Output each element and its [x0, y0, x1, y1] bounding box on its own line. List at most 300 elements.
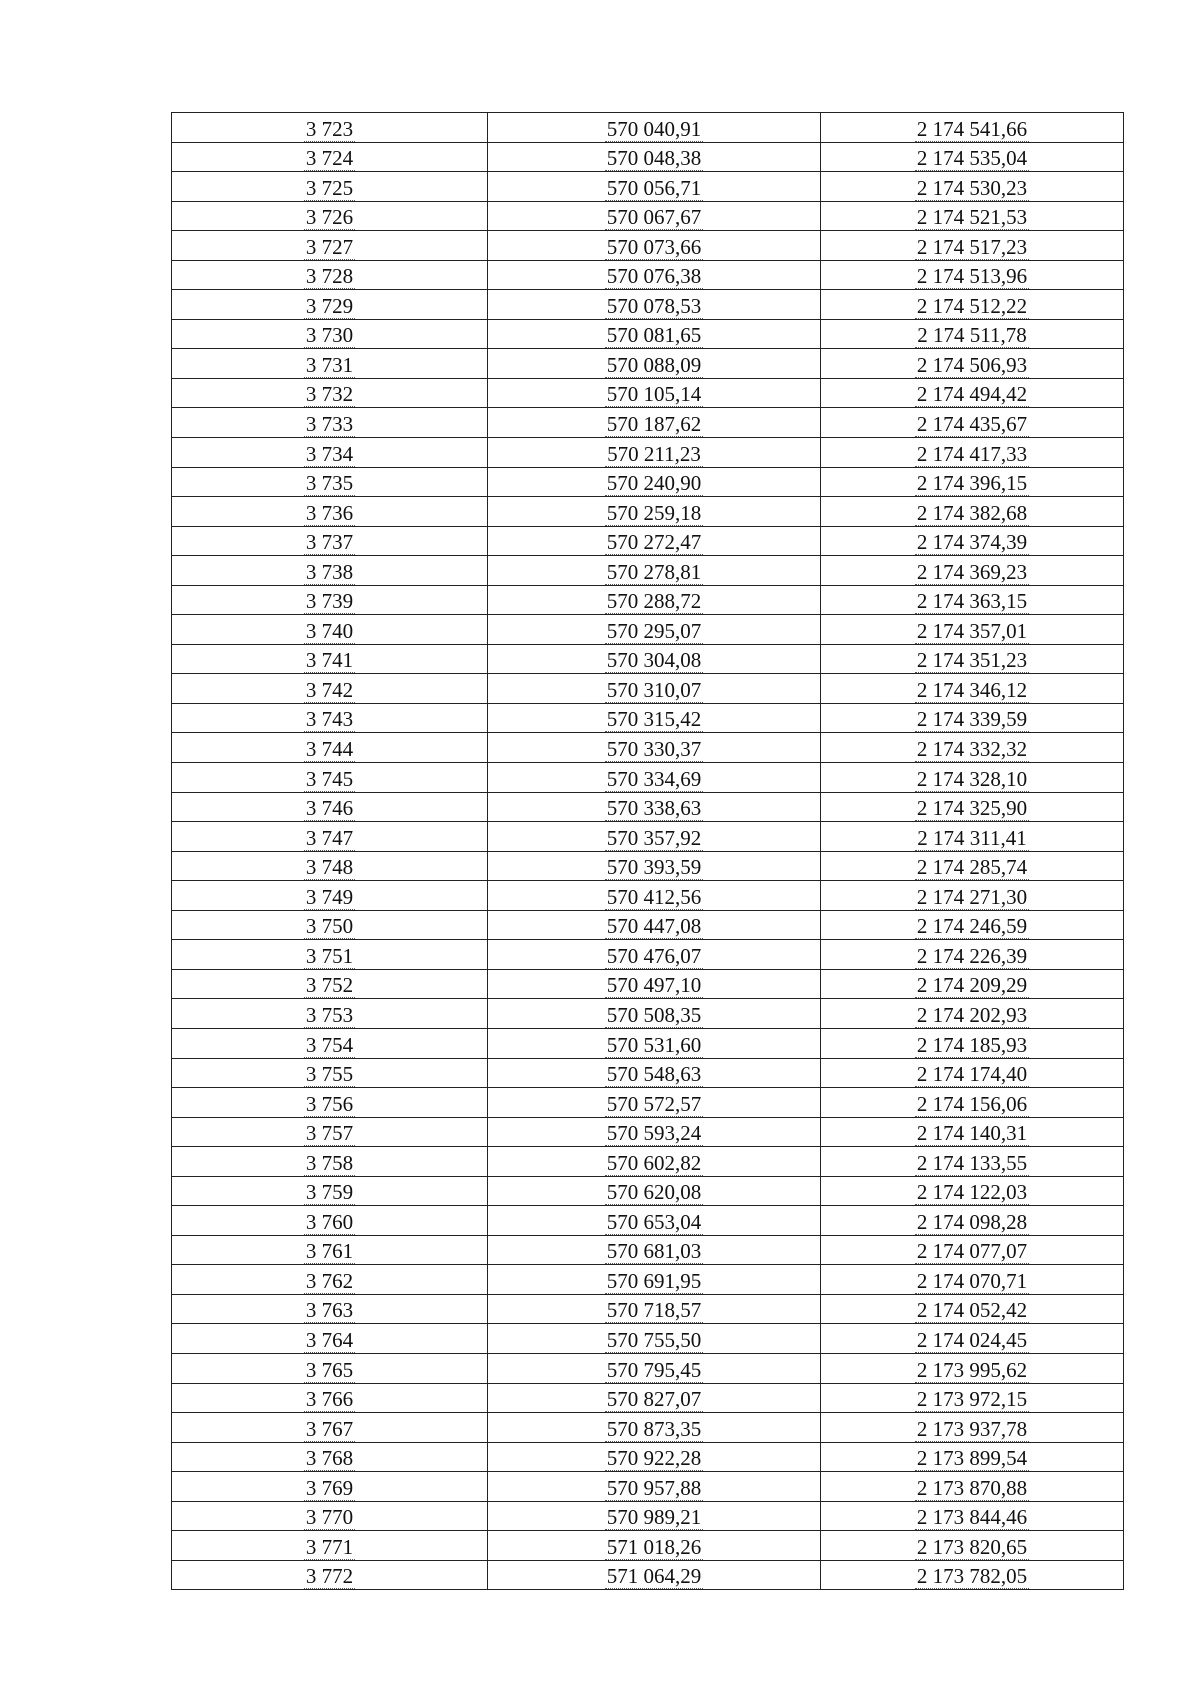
- point-number-cell: [172, 378, 488, 408]
- point-number-value: 3 733: [305, 412, 354, 437]
- point-number-cell: [172, 1472, 488, 1502]
- y-coordinate-cell: [821, 1472, 1124, 1502]
- table-row: [172, 1058, 1124, 1088]
- x-coordinate-value: 570 795,45: [606, 1357, 702, 1382]
- table-row: [172, 1028, 1124, 1058]
- table-row: [172, 378, 1124, 408]
- table-row: [172, 999, 1124, 1029]
- x-coordinate-cell: [488, 1501, 821, 1531]
- point-number-value: 3 758: [305, 1150, 354, 1175]
- y-coordinate-value: 2 174 174,40: [916, 1062, 1028, 1087]
- y-coordinate-cell: [821, 497, 1124, 527]
- point-number-value: 3 725: [305, 175, 354, 200]
- y-coordinate-value: 2 174 246,59: [916, 914, 1028, 939]
- table-row: [172, 231, 1124, 261]
- y-coordinate-value: 2 174 517,23: [916, 234, 1028, 259]
- table-row: [172, 438, 1124, 468]
- y-coordinate-cell: [821, 1058, 1124, 1088]
- table-row: [172, 1531, 1124, 1561]
- point-number-value: 3 747: [305, 825, 354, 850]
- point-number-cell: [172, 142, 488, 172]
- y-coordinate-cell: [821, 703, 1124, 733]
- x-coordinate-cell: [488, 1531, 821, 1561]
- table-row: [172, 1235, 1124, 1265]
- point-number-value: 3 749: [305, 884, 354, 909]
- point-number-value: 3 735: [305, 471, 354, 496]
- y-coordinate-cell: [821, 231, 1124, 261]
- x-coordinate-cell: [488, 1383, 821, 1413]
- point-number-cell: [172, 1324, 488, 1354]
- y-coordinate-value: 2 174 185,93: [916, 1032, 1028, 1057]
- y-coordinate-cell: [821, 1147, 1124, 1177]
- x-coordinate-cell: [488, 260, 821, 290]
- x-coordinate-cell: [488, 497, 821, 527]
- x-coordinate-value: 570 048,38: [606, 146, 702, 171]
- point-number-value: 3 746: [305, 796, 354, 821]
- y-coordinate-cell: [821, 969, 1124, 999]
- x-coordinate-cell: [488, 1147, 821, 1177]
- point-number-cell: [172, 497, 488, 527]
- x-coordinate-value: 570 476,07: [606, 943, 702, 968]
- x-coordinate-value: 570 989,21: [606, 1505, 702, 1530]
- coordinates-table: [171, 112, 1124, 1590]
- y-coordinate-cell: [821, 408, 1124, 438]
- point-number-cell: [172, 910, 488, 940]
- table-row: [172, 644, 1124, 674]
- y-coordinate-cell: [821, 644, 1124, 674]
- x-coordinate-value: 570 572,57: [606, 1091, 702, 1116]
- point-number-value: 3 763: [305, 1298, 354, 1323]
- x-coordinate-value: 570 272,47: [606, 530, 702, 555]
- point-number-value: 3 756: [305, 1091, 354, 1116]
- point-number-cell: [172, 792, 488, 822]
- x-coordinate-cell: [488, 1176, 821, 1206]
- x-coordinate-cell: [488, 1058, 821, 1088]
- x-coordinate-cell: [488, 1028, 821, 1058]
- y-coordinate-cell: [821, 1117, 1124, 1147]
- y-coordinate-cell: [821, 851, 1124, 881]
- table-row: [172, 1353, 1124, 1383]
- y-coordinate-cell: [821, 467, 1124, 497]
- y-coordinate-value: 2 174 140,31: [916, 1121, 1028, 1146]
- x-coordinate-cell: [488, 969, 821, 999]
- y-coordinate-value: 2 174 156,06: [916, 1091, 1028, 1116]
- x-coordinate-cell: [488, 231, 821, 261]
- y-coordinate-cell: [821, 1176, 1124, 1206]
- x-coordinate-value: 570 187,62: [606, 412, 702, 437]
- y-coordinate-cell: [821, 142, 1124, 172]
- x-coordinate-value: 570 957,88: [606, 1475, 702, 1500]
- y-coordinate-value: 2 174 226,39: [916, 943, 1028, 968]
- x-coordinate-cell: [488, 1442, 821, 1472]
- point-number-cell: [172, 674, 488, 704]
- point-number-value: 3 742: [305, 677, 354, 702]
- x-coordinate-value: 570 105,14: [606, 382, 702, 407]
- table-row: [172, 1442, 1124, 1472]
- point-number-cell: [172, 733, 488, 763]
- x-coordinate-value: 570 681,03: [606, 1239, 702, 1264]
- point-number-value: 3 743: [305, 707, 354, 732]
- x-coordinate-value: 570 620,08: [606, 1180, 702, 1205]
- point-number-value: 3 728: [305, 264, 354, 289]
- point-number-value: 3 767: [305, 1416, 354, 1441]
- point-number-value: 3 745: [305, 766, 354, 791]
- point-number-cell: [172, 1442, 488, 1472]
- y-coordinate-value: 2 174 346,12: [916, 677, 1028, 702]
- y-coordinate-cell: [821, 1560, 1124, 1590]
- y-coordinate-value: 2 174 369,23: [916, 559, 1028, 584]
- point-number-cell: [172, 703, 488, 733]
- point-number-cell: [172, 851, 488, 881]
- y-coordinate-cell: [821, 1413, 1124, 1443]
- table-row: [172, 142, 1124, 172]
- point-number-value: 3 741: [305, 648, 354, 673]
- x-coordinate-cell: [488, 556, 821, 586]
- point-number-value: 3 731: [305, 352, 354, 377]
- y-coordinate-cell: [821, 172, 1124, 202]
- y-coordinate-cell: [821, 201, 1124, 231]
- y-coordinate-cell: [821, 763, 1124, 793]
- x-coordinate-cell: [488, 851, 821, 881]
- table-row: [172, 1472, 1124, 1502]
- y-coordinate-value: 2 174 435,67: [916, 412, 1028, 437]
- point-number-cell: [172, 201, 488, 231]
- point-number-cell: [172, 1383, 488, 1413]
- y-coordinate-value: 2 174 357,01: [916, 618, 1028, 643]
- point-number-cell: [172, 1028, 488, 1058]
- table-row: [172, 319, 1124, 349]
- point-number-cell: [172, 969, 488, 999]
- x-coordinate-value: 570 447,08: [606, 914, 702, 939]
- x-coordinate-value: 570 718,57: [606, 1298, 702, 1323]
- y-coordinate-cell: [821, 438, 1124, 468]
- point-number-value: 3 753: [305, 1002, 354, 1027]
- y-coordinate-value: 2 174 535,04: [916, 146, 1028, 171]
- point-number-cell: [172, 1117, 488, 1147]
- y-coordinate-cell: [821, 615, 1124, 645]
- x-coordinate-value: 570 593,24: [606, 1121, 702, 1146]
- y-coordinate-value: 2 173 899,54: [916, 1446, 1028, 1471]
- point-number-value: 3 764: [305, 1327, 354, 1352]
- x-coordinate-value: 570 040,91: [606, 116, 702, 141]
- y-coordinate-value: 2 174 077,07: [916, 1239, 1028, 1264]
- x-coordinate-cell: [488, 319, 821, 349]
- y-coordinate-cell: [821, 1028, 1124, 1058]
- y-coordinate-value: 2 174 202,93: [916, 1002, 1028, 1027]
- point-number-value: 3 738: [305, 559, 354, 584]
- y-coordinate-cell: [821, 1324, 1124, 1354]
- x-coordinate-value: 570 081,65: [606, 323, 702, 348]
- table-row: [172, 1383, 1124, 1413]
- x-coordinate-value: 570 088,09: [606, 352, 702, 377]
- x-coordinate-cell: [488, 1206, 821, 1236]
- y-coordinate-value: 2 174 511,78: [917, 323, 1027, 348]
- point-number-value: 3 755: [305, 1062, 354, 1087]
- y-coordinate-value: 2 174 521,53: [916, 205, 1028, 230]
- point-number-cell: [172, 319, 488, 349]
- y-coordinate-cell: [821, 1206, 1124, 1236]
- y-coordinate-value: 2 174 133,55: [916, 1150, 1028, 1175]
- table-row: [172, 349, 1124, 379]
- point-number-cell: [172, 290, 488, 320]
- table-row: [172, 408, 1124, 438]
- y-coordinate-value: 2 174 339,59: [916, 707, 1028, 732]
- point-number-value: 3 727: [305, 234, 354, 259]
- x-coordinate-value: 570 295,07: [606, 618, 702, 643]
- y-coordinate-cell: [821, 113, 1124, 143]
- y-coordinate-value: 2 174 513,96: [916, 264, 1028, 289]
- y-coordinate-value: 2 174 052,42: [916, 1298, 1028, 1323]
- x-coordinate-value: 571 064,29: [606, 1564, 702, 1589]
- x-coordinate-value: 571 018,26: [606, 1534, 702, 1559]
- point-number-value: 3 740: [305, 618, 354, 643]
- point-number-value: 3 737: [305, 530, 354, 555]
- y-coordinate-cell: [821, 349, 1124, 379]
- x-coordinate-cell: [488, 733, 821, 763]
- table-row: [172, 1147, 1124, 1177]
- table-row: [172, 113, 1124, 143]
- point-number-cell: [172, 113, 488, 143]
- table-row: [172, 1117, 1124, 1147]
- x-coordinate-cell: [488, 1235, 821, 1265]
- x-coordinate-cell: [488, 703, 821, 733]
- y-coordinate-cell: [821, 822, 1124, 852]
- table-row: [172, 1560, 1124, 1590]
- point-number-value: 3 754: [305, 1032, 354, 1057]
- point-number-value: 3 768: [305, 1446, 354, 1471]
- y-coordinate-cell: [821, 792, 1124, 822]
- y-coordinate-value: 2 174 325,90: [916, 796, 1028, 821]
- x-coordinate-value: 570 076,38: [606, 264, 702, 289]
- y-coordinate-cell: [821, 585, 1124, 615]
- table-row: [172, 585, 1124, 615]
- x-coordinate-cell: [488, 290, 821, 320]
- y-coordinate-cell: [821, 1442, 1124, 1472]
- x-coordinate-cell: [488, 349, 821, 379]
- point-number-value: 3 732: [305, 382, 354, 407]
- y-coordinate-value: 2 174 098,28: [916, 1209, 1028, 1234]
- x-coordinate-cell: [488, 1353, 821, 1383]
- x-coordinate-value: 570 315,42: [606, 707, 702, 732]
- x-coordinate-value: 570 310,07: [606, 677, 702, 702]
- x-coordinate-value: 570 056,71: [606, 175, 702, 200]
- x-coordinate-value: 570 078,53: [606, 293, 702, 318]
- x-coordinate-cell: [488, 408, 821, 438]
- point-number-value: 3 736: [305, 500, 354, 525]
- point-number-cell: [172, 585, 488, 615]
- table-row: [172, 881, 1124, 911]
- y-coordinate-value: 2 174 285,74: [916, 855, 1028, 880]
- point-number-value: 3 772: [305, 1564, 354, 1589]
- x-coordinate-value: 570 259,18: [606, 500, 702, 525]
- point-number-value: 3 762: [305, 1268, 354, 1293]
- point-number-value: 3 734: [305, 441, 354, 466]
- coordinates-table-body: [172, 113, 1124, 1590]
- x-coordinate-value: 570 073,66: [606, 234, 702, 259]
- y-coordinate-value: 2 174 271,30: [916, 884, 1028, 909]
- x-coordinate-cell: [488, 615, 821, 645]
- x-coordinate-cell: [488, 940, 821, 970]
- point-number-cell: [172, 615, 488, 645]
- x-coordinate-cell: [488, 763, 821, 793]
- x-coordinate-cell: [488, 1472, 821, 1502]
- table-row: [172, 497, 1124, 527]
- point-number-cell: [172, 1206, 488, 1236]
- x-coordinate-value: 570 531,60: [606, 1032, 702, 1057]
- point-number-cell: [172, 1147, 488, 1177]
- y-coordinate-value: 2 174 530,23: [916, 175, 1028, 200]
- y-coordinate-cell: [821, 1353, 1124, 1383]
- x-coordinate-cell: [488, 585, 821, 615]
- point-number-cell: [172, 1531, 488, 1561]
- x-coordinate-value: 570 330,37: [606, 737, 702, 762]
- x-coordinate-cell: [488, 792, 821, 822]
- x-coordinate-cell: [488, 999, 821, 1029]
- y-coordinate-value: 2 173 820,65: [916, 1534, 1028, 1559]
- x-coordinate-value: 570 393,59: [606, 855, 702, 880]
- point-number-cell: [172, 526, 488, 556]
- y-coordinate-cell: [821, 260, 1124, 290]
- y-coordinate-value: 2 174 332,32: [916, 737, 1028, 762]
- y-coordinate-cell: [821, 1383, 1124, 1413]
- point-number-cell: [172, 1265, 488, 1295]
- x-coordinate-cell: [488, 142, 821, 172]
- y-coordinate-value: 2 174 417,33: [916, 441, 1028, 466]
- x-coordinate-cell: [488, 467, 821, 497]
- y-coordinate-value: 2 174 024,45: [916, 1327, 1028, 1352]
- x-coordinate-cell: [488, 1413, 821, 1443]
- y-coordinate-value: 2 173 937,78: [916, 1416, 1028, 1441]
- x-coordinate-value: 570 211,23: [607, 441, 701, 466]
- point-number-cell: [172, 999, 488, 1029]
- point-number-cell: [172, 1560, 488, 1590]
- table-row: [172, 290, 1124, 320]
- x-coordinate-value: 570 922,28: [606, 1446, 702, 1471]
- table-row: [172, 201, 1124, 231]
- x-coordinate-cell: [488, 1088, 821, 1118]
- x-coordinate-cell: [488, 644, 821, 674]
- x-coordinate-cell: [488, 1560, 821, 1590]
- point-number-value: 3 724: [305, 146, 354, 171]
- y-coordinate-cell: [821, 674, 1124, 704]
- x-coordinate-value: 570 548,63: [606, 1062, 702, 1087]
- y-coordinate-value: 2 173 995,62: [916, 1357, 1028, 1382]
- x-coordinate-value: 570 653,04: [606, 1209, 702, 1234]
- point-number-cell: [172, 881, 488, 911]
- x-coordinate-cell: [488, 201, 821, 231]
- point-number-cell: [172, 644, 488, 674]
- point-number-value: 3 744: [305, 737, 354, 762]
- x-coordinate-value: 570 240,90: [606, 471, 702, 496]
- table-row: [172, 615, 1124, 645]
- table-row: [172, 1265, 1124, 1295]
- point-number-cell: [172, 822, 488, 852]
- x-coordinate-value: 570 304,08: [606, 648, 702, 673]
- point-number-cell: [172, 940, 488, 970]
- y-coordinate-cell: [821, 556, 1124, 586]
- y-coordinate-cell: [821, 1235, 1124, 1265]
- point-number-cell: [172, 1176, 488, 1206]
- y-coordinate-value: 2 173 972,15: [916, 1387, 1028, 1412]
- point-number-cell: [172, 1501, 488, 1531]
- table-row: [172, 526, 1124, 556]
- x-coordinate-value: 570 334,69: [606, 766, 702, 791]
- table-row: [172, 260, 1124, 290]
- table-row: [172, 910, 1124, 940]
- x-coordinate-value: 570 827,07: [606, 1387, 702, 1412]
- point-number-cell: [172, 1235, 488, 1265]
- x-coordinate-cell: [488, 1265, 821, 1295]
- table-row: [172, 172, 1124, 202]
- y-coordinate-cell: [821, 940, 1124, 970]
- x-coordinate-value: 570 288,72: [606, 589, 702, 614]
- table-row: [172, 467, 1124, 497]
- y-coordinate-cell: [821, 378, 1124, 408]
- table-row: [172, 1088, 1124, 1118]
- x-coordinate-cell: [488, 438, 821, 468]
- y-coordinate-value: 2 174 070,71: [916, 1268, 1028, 1293]
- x-coordinate-value: 570 412,56: [606, 884, 702, 909]
- y-coordinate-value: 2 174 209,29: [916, 973, 1028, 998]
- point-number-cell: [172, 1058, 488, 1088]
- y-coordinate-value: 2 174 363,15: [916, 589, 1028, 614]
- point-number-value: 3 748: [305, 855, 354, 880]
- y-coordinate-value: 2 174 351,23: [916, 648, 1028, 673]
- x-coordinate-value: 570 278,81: [606, 559, 702, 584]
- point-number-value: 3 761: [305, 1239, 354, 1264]
- y-coordinate-value: 2 174 506,93: [916, 352, 1028, 377]
- x-coordinate-cell: [488, 881, 821, 911]
- point-number-value: 3 760: [305, 1209, 354, 1234]
- x-coordinate-value: 570 357,92: [606, 825, 702, 850]
- y-coordinate-value: 2 174 541,66: [916, 116, 1028, 141]
- x-coordinate-value: 570 338,63: [606, 796, 702, 821]
- point-number-value: 3 752: [305, 973, 354, 998]
- table-row: [172, 969, 1124, 999]
- x-coordinate-cell: [488, 172, 821, 202]
- point-number-value: 3 723: [305, 116, 354, 141]
- table-row: [172, 1413, 1124, 1443]
- x-coordinate-cell: [488, 378, 821, 408]
- y-coordinate-value: 2 174 382,68: [916, 500, 1028, 525]
- x-coordinate-value: 570 508,35: [606, 1002, 702, 1027]
- point-number-cell: [172, 1353, 488, 1383]
- point-number-cell: [172, 172, 488, 202]
- point-number-value: 3 739: [305, 589, 354, 614]
- point-number-cell: [172, 556, 488, 586]
- point-number-cell: [172, 231, 488, 261]
- point-number-value: 3 759: [305, 1180, 354, 1205]
- point-number-value: 3 726: [305, 205, 354, 230]
- y-coordinate-value: 2 174 374,39: [916, 530, 1028, 555]
- table-row: [172, 733, 1124, 763]
- y-coordinate-value: 2 174 122,03: [916, 1180, 1028, 1205]
- table-row: [172, 763, 1124, 793]
- point-number-cell: [172, 763, 488, 793]
- table-row: [172, 792, 1124, 822]
- y-coordinate-cell: [821, 733, 1124, 763]
- x-coordinate-cell: [488, 1117, 821, 1147]
- point-number-value: 3 766: [305, 1387, 354, 1412]
- x-coordinate-value: 570 755,50: [606, 1327, 702, 1352]
- point-number-value: 3 757: [305, 1121, 354, 1146]
- table-row: [172, 851, 1124, 881]
- point-number-cell: [172, 1413, 488, 1443]
- point-number-cell: [172, 467, 488, 497]
- x-coordinate-value: 570 691,95: [606, 1268, 702, 1293]
- x-coordinate-value: 570 602,82: [606, 1150, 702, 1175]
- point-number-cell: [172, 349, 488, 379]
